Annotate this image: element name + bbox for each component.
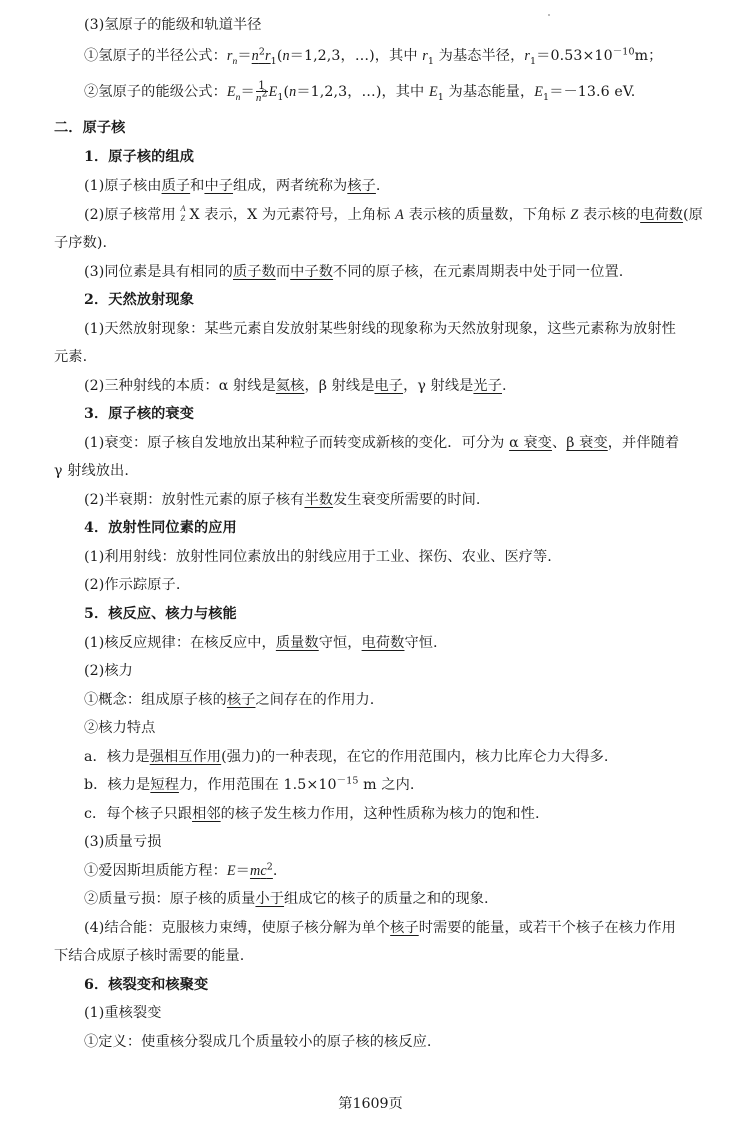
paragraph-continuation: γ 射线放出. (54, 463, 129, 479)
paragraph: (1)核反应规律：在核反应中，质量数守恒，电荷数守恒. (84, 635, 438, 651)
subsection-heading: (3)氢原子的能级和轨道半径 (84, 17, 262, 33)
topic-heading: 2．天然放射现象 (84, 292, 194, 308)
paragraph: (2)原子核常用 A Z X 表示，X 为元素符号，上角标 A 表示核的质量数，下角标 Z 表示核的电荷数(原 (84, 204, 703, 223)
paragraph-continuation: 子序数). (54, 235, 108, 251)
energy-formula-line: ②氢原子的能级公式：$E_n=$ $\frac{1}{n^2}$ $E_1(n=1,2,3$，…)，其中 $E_1$ 为基态能量，$E_1=-13.6$ eV. (84, 79, 636, 104)
paragraph: (3)同位素是具有相同的质子数而中子数不同的原子核，在元素周期表中处于同一位置. (84, 264, 624, 280)
topic-heading: 4．放射性同位素的应用 (84, 520, 237, 536)
paragraph: ②质量亏损：原子核的质量小于组成它的核子的质量之和的现象. (84, 891, 489, 907)
paragraph: (2)半衰期：放射性元素的原子核有半数发生衰变所需要的时间. (84, 492, 481, 508)
paragraph: (2)作示踪原子. (84, 577, 181, 593)
topic-heading: 6．核裂变和核聚变 (84, 977, 209, 993)
isotope-notation: A Z (180, 204, 186, 223)
radius-formula-line: ①氢原子的半径公式：$r_n=n^2r_1(n=1,2,3$，…)，其中 $r_1$ 为基态半径，$r_1=0.53\times 10^{-10}m$； (84, 46, 663, 67)
paragraph: (4)结合能：克服核力束缚，使原子核分解为单个核子时需要的能量，或若干个核子在核力作用 (84, 920, 676, 936)
paragraph: ①爱因斯坦质能方程：$E=mc^2$. (84, 861, 278, 879)
paragraph: (1)衰变：原子核自发地放出某种粒子而转变成新核的变化．可分为 α 衰变、β 衰变，并伴随着 (84, 435, 680, 451)
paragraph: (1)天然放射现象：某些元素自发放射某些射线的现象称为天然放射现象，这些元素称为放射性 (84, 321, 676, 337)
paragraph: b．核力是短程力，作用范围在 $1.5\times 10^{-15}$ m 之内. (84, 775, 415, 793)
topic-heading: 3．原子核的衰变 (84, 406, 194, 422)
page-number: 第1609页 (338, 1096, 403, 1112)
paragraph-continuation: 下结合成原子核时需要的能量. (54, 948, 245, 964)
paragraph: c．每个核子只跟相邻的核子发生核力作用，这种性质称为核力的饱和性. (84, 806, 540, 822)
scan-speck (548, 14, 550, 16)
paragraph: (1)重核裂变 (84, 1005, 162, 1021)
paragraph-continuation: 元素. (54, 349, 88, 365)
formula-answer: $n^2r_1$ (251, 46, 277, 67)
fraction: $\frac{1}{n^2}$ (255, 79, 268, 104)
paragraph: ①定义：使重核分裂成几个质量较小的原子核的核反应. (84, 1034, 432, 1050)
paragraph: (2)三种射线的本质：α 射线是氦核，β 射线是电子，γ 射线是光子. (84, 378, 507, 394)
paragraph: ①概念：组成原子核的核子之间存在的作用力. (84, 692, 375, 708)
paragraph: (2)核力 (84, 663, 133, 679)
formula-answer: $mc^2$ (249, 861, 273, 879)
paragraph: (1)原子核由质子和中子组成，两者统称为核子. (84, 178, 381, 194)
topic-heading: 5．核反应、核力与核能 (84, 606, 237, 622)
paragraph: a．核力是强相互作用(强力)的一种表现，在它的作用范围内，核力比库仑力大得多. (84, 749, 609, 765)
topic-heading: 1．原子核的组成 (84, 149, 194, 165)
section-heading: 二．原子核 (54, 120, 126, 136)
paragraph: ②核力特点 (84, 720, 156, 736)
paragraph: (1)利用射线：放射性同位素放出的射线应用于工业、探伤、农业、医疗等. (84, 549, 552, 565)
paragraph: (3)质量亏损 (84, 834, 162, 850)
